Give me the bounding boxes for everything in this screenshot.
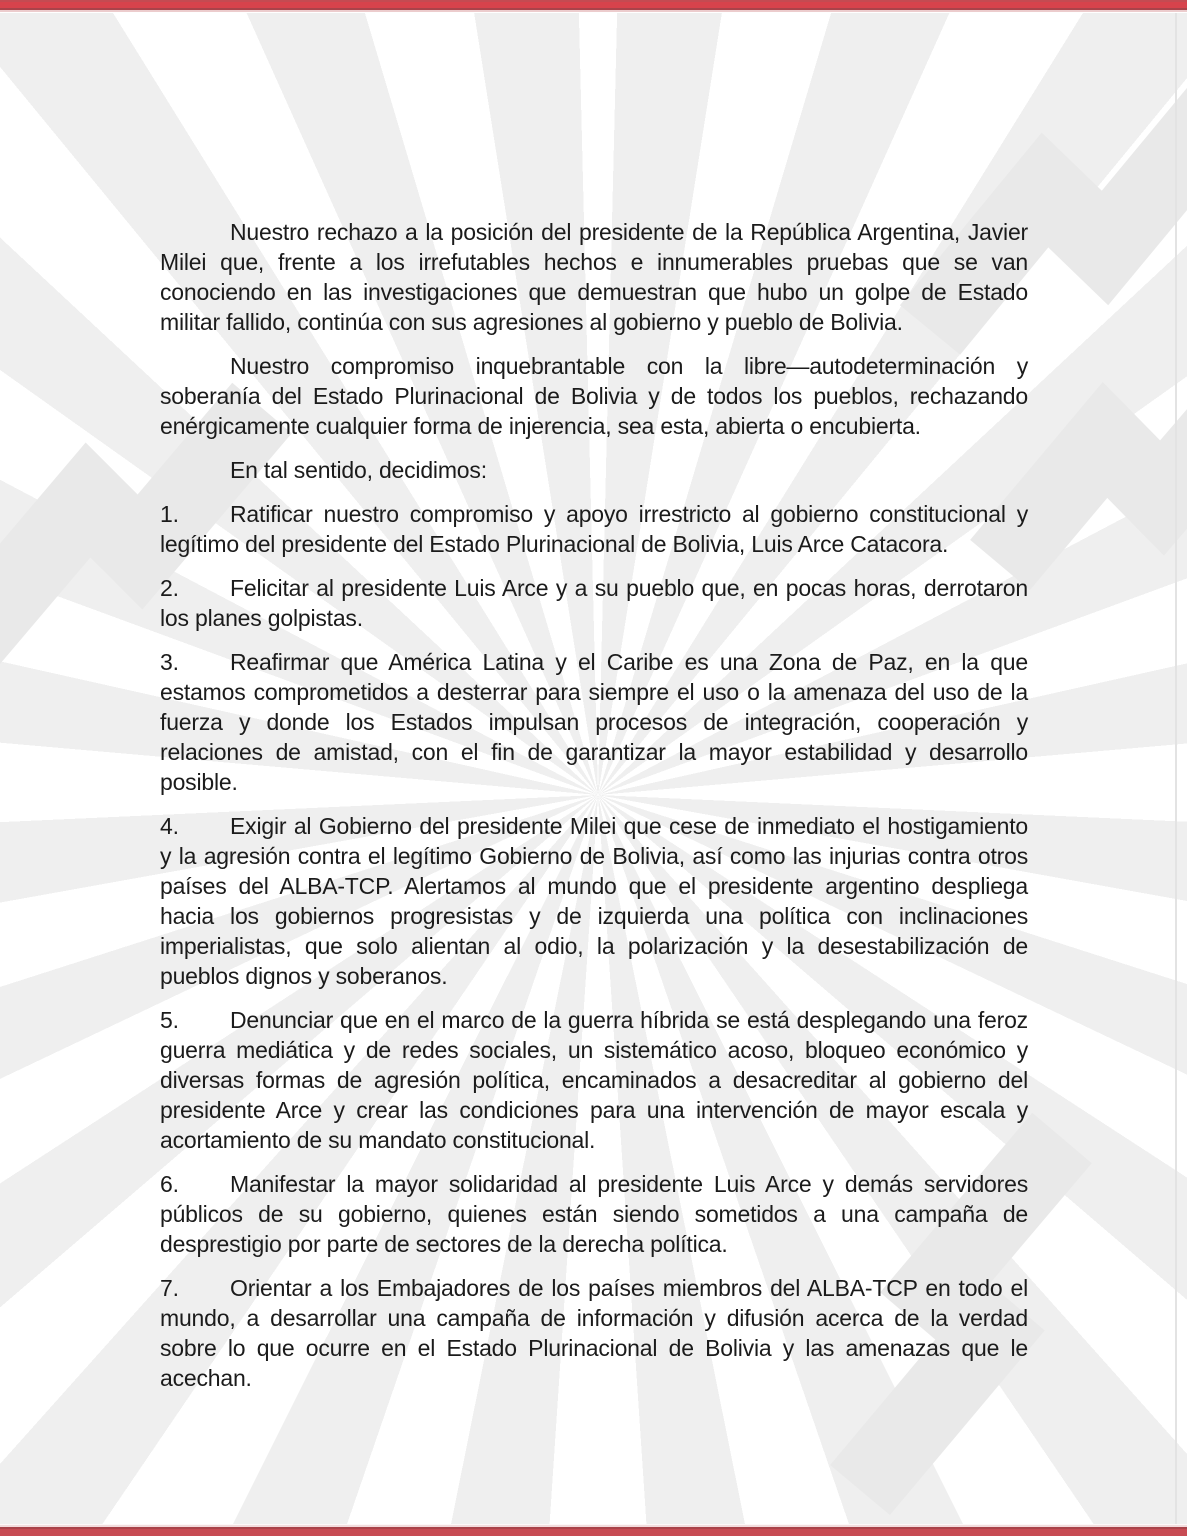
item-number: 1. — [160, 501, 179, 527]
item-text: Manifestar la mayor solidaridad al presidente Luis Arce y demás servidores públicos de su gobierno, quienes están siendo sometidos a una campaña de desprestigio por parte de sectores de la derecha política. — [160, 1171, 1028, 1257]
item-text: Exigir al Gobierno del presidente Milei que cese de inmediato el hostigamiento y la agresión contra el legítimo Gobierno de Bolivia, así como las injurias contra otros países del ALBA-TCP. Alertamos al mundo que el presidente argentino despliega hacia los gobiernos progresistas y de izquierda una política con inclinaciones imperialistas, que solo alientan al odio, la polarización y la desestabilización de pueblos dignos y soberanos. — [160, 813, 1028, 989]
intro-paragraph: Nuestro rechazo a la posición del presidente de la República Argentina, Javier Milei que, frente a los irrefutables hechos e innumerables pruebas que se van conociendo en las investigaciones que demuestran que hubo un golpe de Estado militar fallido, continúa con sus agresiones al gobierno y pueblo de Bolivia. — [160, 219, 1028, 335]
item-number: 3. — [160, 649, 179, 675]
item-text: Felicitar al presidente Luis Arce y a su pueblo que, en pocas horas, derrotaron los planes golpistas. — [160, 575, 1028, 631]
item-text: Reafirmar que América Latina y el Caribe es una Zona de Paz, en la que estamos comprometidos a desterrar para siempre el uso o la amenaza del uso de la fuerza y donde los Estados impulsan procesos de integración, cooperación y relaciones de amistad, con el fin de garantizar la mayor estabilidad y desarrollo posible. — [160, 649, 1028, 795]
numbered-item — [160, 573, 1028, 633]
bottom-red-border — [0, 1524, 1187, 1536]
item-text: Orientar a los Embajadores de los países miembros del ALBA-TCP en todo el mundo, a desarrollar una campaña de información y difusión acerca de la verdad sobre lo que ocurre en el Estado Plurinacional de Bolivia y las amenazas que le acechan. — [160, 1275, 1028, 1391]
numbered-item — [160, 811, 1028, 991]
page-edge-line — [1175, 0, 1177, 1536]
numbered-item — [160, 1005, 1028, 1155]
section-lead: En tal sentido, decidimos: — [230, 457, 487, 483]
item-number: 5. — [160, 1007, 179, 1033]
numbered-item — [160, 1273, 1028, 1393]
intro-paragraph: Nuestro compromiso inquebrantable con la libre—autodeterminación y soberanía del Estado Plurinacional de Bolivia y de todos los pueblos, rechazando enérgicamente cualquier forma de injerencia, sea esta, abierta o encubierta. — [160, 353, 1028, 439]
numbered-item — [160, 647, 1028, 797]
chevron-shape-mid-right — [1000, 355, 1187, 565]
item-number: 4. — [160, 813, 179, 839]
item-text: Denunciar que en el marco de la guerra híbrida se está desplegando una feroz guerra mediática y de redes sociales, un sistemático acoso, bloqueo económico y diversas formas de agresión política, encaminados a desacreditar al gobierno del presidente Arce y crear las condiciones para una intervención de mayor escala y acortamiento de su mandato constitucional. — [160, 1007, 1028, 1153]
item-text: Ratificar nuestro compromiso y apoyo irrestricto al gobierno constitucional y legítimo del presidente del Estado Plurinacional de Bolivia, Luis Arce Catacora. — [160, 501, 1028, 557]
top-red-border — [0, 0, 1187, 13]
numbered-item — [160, 499, 1028, 559]
item-number: 7. — [160, 1275, 179, 1301]
document-body — [160, 217, 1028, 1407]
item-number: 2. — [160, 575, 179, 601]
item-number: 6. — [160, 1171, 179, 1197]
numbered-item — [160, 1169, 1028, 1259]
